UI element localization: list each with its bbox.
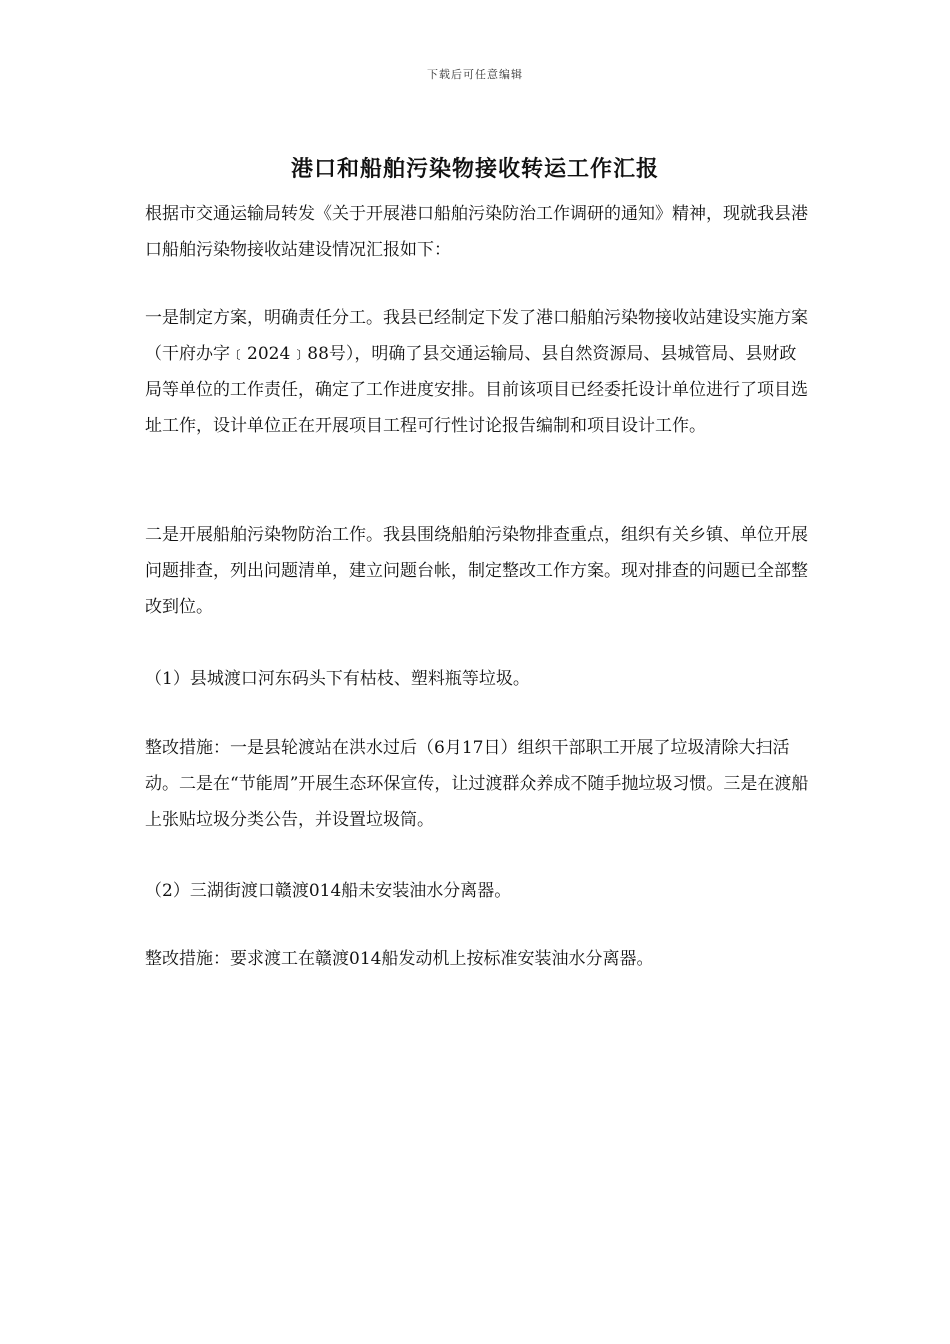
- intro-paragraph: 根据市交通运输局转发《关于开展港口船舶污染防治工作调研的通知》精神，现就我县港口船舶污染物接收站建设情况汇报如下：: [145, 204, 808, 260]
- issue-item-2: （2）三湖街渡口赣渡014船未安装油水分离器。: [145, 881, 512, 901]
- point-two-paragraph: 二是开展船舶污染物防治工作。我县围绕船舶污染物排查重点，组织有关乡镇、单位开展问题排查，列出问题清单，建立问题台帐，制定整改工作方案。现对排查的问题已全部整改到位。: [145, 525, 808, 617]
- page-header-note: 下载后可任意编辑: [427, 68, 523, 81]
- rectification-measures-1: 整改措施：一是县轮渡站在洪水过后（6月17日）组织干部职工开展了垃圾清除大扫活动。二是在“节能周”开展生态环保宣传，让过渡群众养成不随手抛垃圾习惯。三是在渡船上张贴垃圾分类公告，并设置垃圾筒。: [145, 738, 809, 830]
- rectification-measures-2: 整改措施：要求渡工在赣渡014船发动机上按标准安装油水分离器。: [145, 949, 654, 969]
- issue-item-1: （1）县城渡口河东码头下有枯枝、塑料瓶等垃圾。: [145, 669, 530, 689]
- document-title: 港口和船舶污染物接收转运工作汇报: [290, 156, 659, 182]
- point-one-paragraph: 一是制定方案，明确责任分工。我县已经制定下发了港口船舶污染物接收站建设实施方案（干府办字﹝2024﹞88号），明确了县交通运输局、县自然资源局、县城管局、县财政局等单位的工作责任，确定了工作进度安排。目前该项目已经委托设计单位进行了项目选址工作，设计单位正在开展项目工程可行性讨论报告编制和项目设计工作。: [145, 308, 808, 436]
